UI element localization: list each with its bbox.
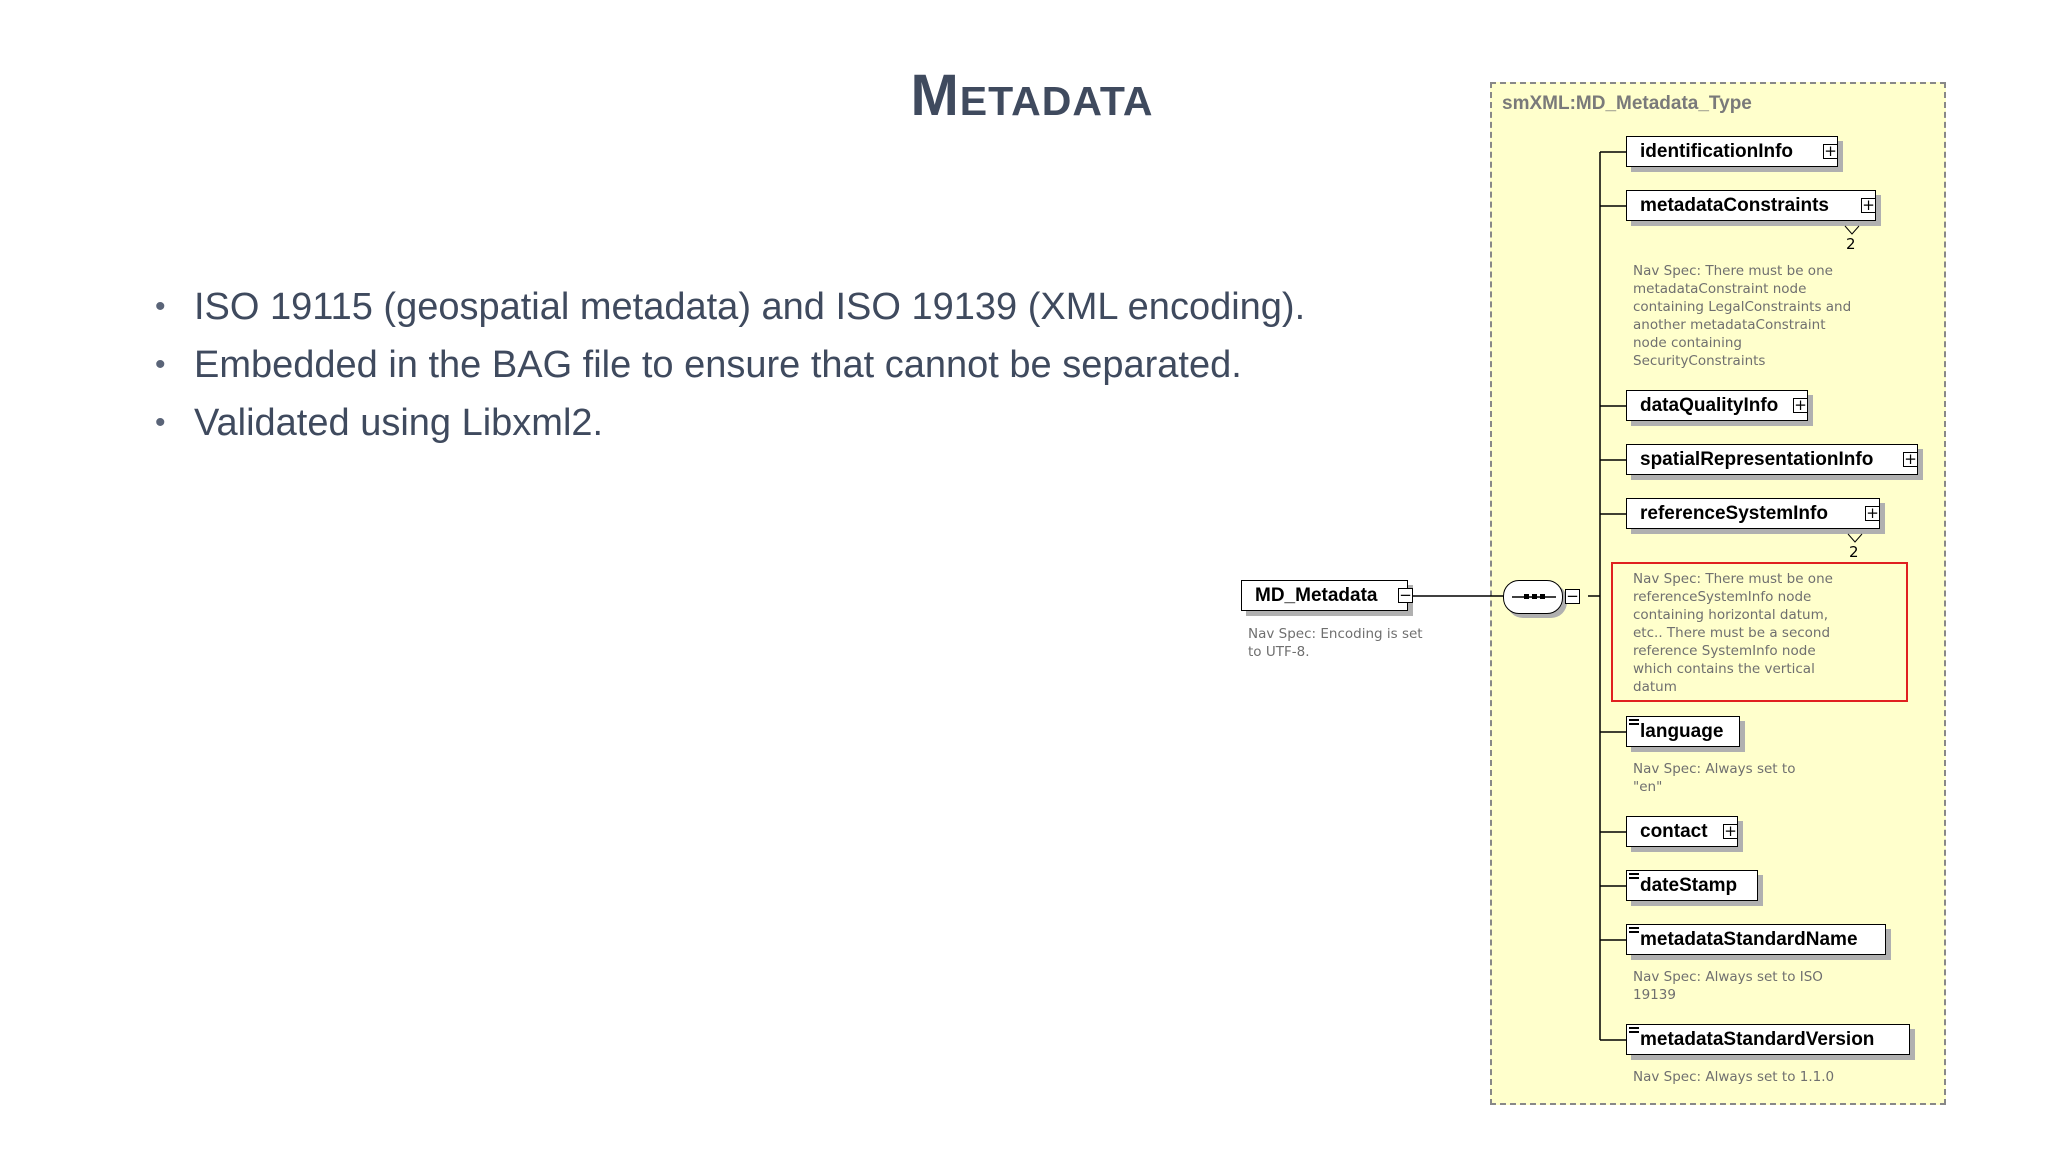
expand-icon[interactable]: +: [1724, 822, 1737, 840]
element-label: dateStamp: [1640, 875, 1738, 896]
root-note: Nav Spec: Encoding is set to UTF-8.: [1248, 626, 1423, 660]
simple-type-icon: [1629, 719, 1639, 725]
bullet-item: • Embedded in the BAG file to ensure that cannot be separated.: [150, 336, 1305, 394]
expand-icon[interactable]: +: [1794, 396, 1807, 414]
element-label: spatialRepresentationInfo: [1640, 449, 1874, 470]
bullet-item: • ISO 19115 (geospatial metadata) and ISO 19139 (XML encoding).: [150, 278, 1305, 336]
element-label: identificationInfo: [1640, 141, 1794, 162]
element-contact[interactable]: [1626, 816, 1738, 847]
bullet-item: • Validated using Libxml2.: [150, 394, 1305, 452]
element-language[interactable]: [1626, 716, 1740, 747]
element-label: referenceSystemInfo: [1640, 503, 1828, 524]
expand-icon[interactable]: +: [1866, 504, 1879, 522]
element-label: metadataConstraints: [1640, 195, 1829, 216]
expand-icon[interactable]: +: [1824, 142, 1837, 160]
element-note: Nav Spec: There must be one referenceSystemInfo node containing horizontal datum, etc.. There must be a second reference SystemInfo node which contains the vertical datum: [1633, 571, 1833, 695]
expand-icon[interactable]: +: [1904, 450, 1917, 468]
collapse-icon[interactable]: −: [1399, 586, 1412, 604]
schema-type-label: smXML:MD_Metadata_Type: [1502, 93, 1752, 114]
element-metadatastandardname[interactable]: [1626, 924, 1886, 955]
simple-type-icon: [1629, 1027, 1639, 1033]
element-note: Nav Spec: There must be one metadataConstraint node containing LegalConstraints and another metadataConstraint node containing SecurityConstraints: [1633, 263, 1852, 369]
multiplicity-label: 2: [1846, 235, 1856, 253]
element-label: language: [1640, 721, 1724, 742]
element-note: Nav Spec: Always set to ISO 19139: [1633, 969, 1823, 1003]
collapse-icon[interactable]: −: [1566, 587, 1579, 605]
simple-type-icon: [1629, 927, 1639, 933]
element-label: metadataStandardVersion: [1640, 1029, 1875, 1050]
multiplicity-label: 2: [1849, 543, 1859, 561]
expand-icon[interactable]: +: [1862, 196, 1875, 214]
element-label: dataQualityInfo: [1640, 395, 1779, 416]
simple-type-icon: [1629, 873, 1639, 879]
element-note: Nav Spec: Always set to "en": [1633, 761, 1796, 795]
element-metadatastandardversion[interactable]: [1626, 1024, 1910, 1055]
element-note: Nav Spec: Always set to 1.1.0: [1633, 1069, 1835, 1085]
element-label: metadataStandardName: [1640, 929, 1858, 950]
slide-title: Metadata: [910, 63, 1154, 128]
element-label: MD_Metadata: [1255, 585, 1378, 606]
element-datestamp[interactable]: [1626, 870, 1758, 901]
element-label: contact: [1640, 821, 1708, 842]
